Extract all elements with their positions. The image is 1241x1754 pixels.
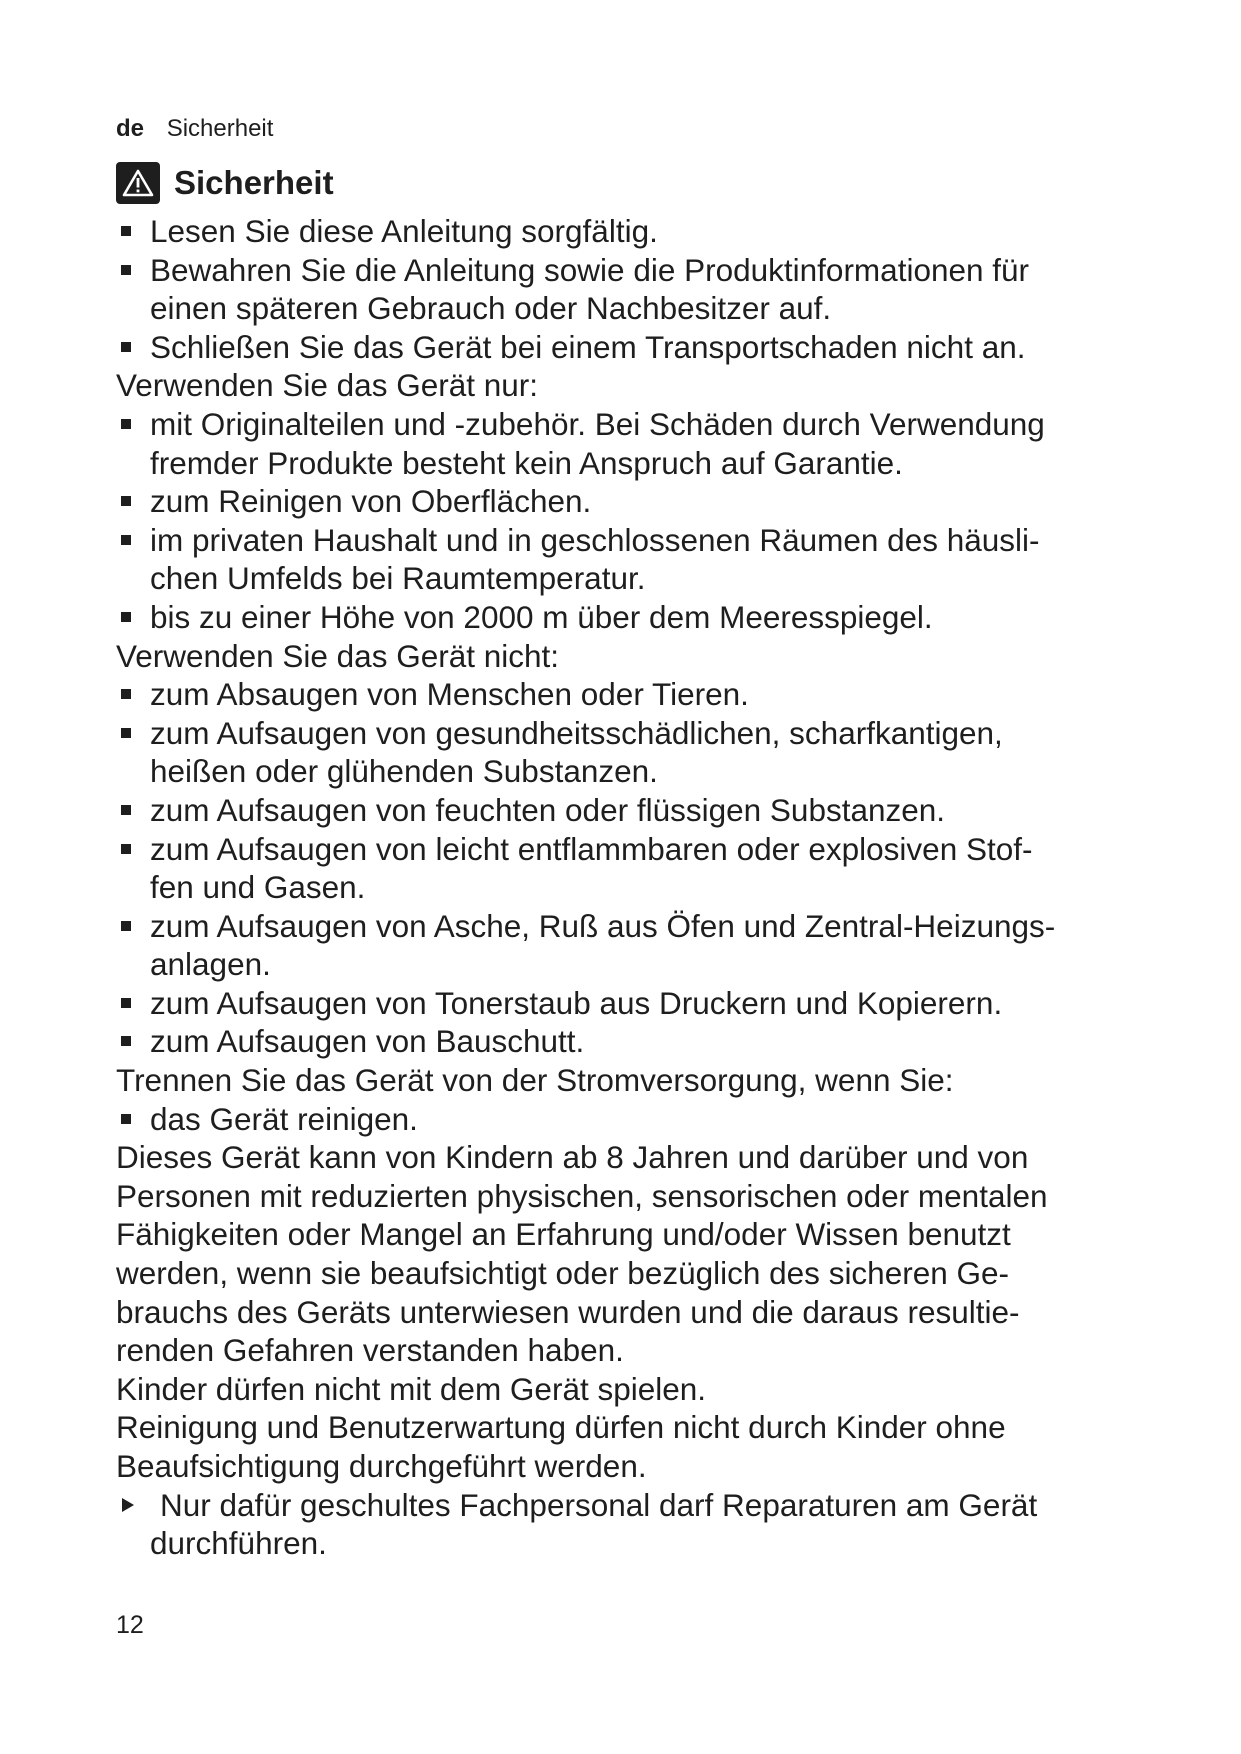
square-bullet-icon [121,844,131,854]
bullet-item [116,328,1166,367]
square-bullet-icon [121,728,131,738]
bullet-item [116,521,1166,598]
running-header [116,114,273,144]
paragraph [116,1408,1166,1485]
text-line: heißen oder glühenden Substanzen. [150,753,658,790]
square-bullet-icon [121,689,131,699]
text-line: Kinder dürfen nicht mit dem Gerät spielen. [116,1370,707,1407]
bullet-item [116,405,1166,482]
safety-content [116,212,1166,1563]
text-line: durchführen. [150,1525,327,1562]
paragraph [116,1370,1166,1409]
text-line: Lesen Sie diese Anleitung sorgfältig. [150,213,658,249]
text-line: Dieses Gerät kann von Kindern ab 8 Jahren und darüber und von [116,1139,1029,1176]
bullet-item [116,598,1166,637]
text-line: chen Umfelds bei Raumtemperatur. [150,560,646,597]
bullet-item [116,907,1166,984]
paragraph [116,366,1166,405]
square-bullet-icon [121,612,131,622]
text-line: zum Absaugen von Menschen oder Tieren. [150,676,749,713]
bullet-item [116,1100,1166,1139]
text-line: renden Gefahren verstanden haben. [116,1332,624,1369]
square-bullet-icon [121,921,131,931]
square-bullet-icon [121,1114,131,1124]
square-bullet-icon [121,226,131,236]
bullet-item [116,251,1166,328]
square-bullet-icon [121,342,131,352]
language-code: de [116,115,145,142]
text-line: Personen mit reduzierten physischen, sensorischen oder mentalen [116,1177,1048,1214]
text-line: das Gerät reinigen. [150,1100,418,1137]
text-line: Bewahren Sie die Anleitung sowie die Produktinformationen für [150,251,1030,288]
text-line: Beaufsichtigung durchgeführt werden. [116,1448,647,1484]
text-line: Verwenden Sie das Gerät nur: [116,367,539,404]
text-line: zum Aufsaugen von Tonerstaub aus Druckern und Kopierern. [150,984,1003,1021]
text-line: Verwenden Sie das Gerät nicht: [116,637,560,674]
bullet-item [116,984,1166,1023]
paragraph [116,1061,1166,1100]
text-line: zum Aufsaugen von leicht entflammbaren oder explosiven Stof- [150,830,1033,867]
text-line: Trennen Sie das Gerät von der Stromversorgung, wenn Sie: [116,1062,954,1099]
square-bullet-icon [121,419,131,429]
instruction-step [116,1486,1166,1563]
text-line: brauchs des Geräts unterwiesen wurden und die daraus resultie- [116,1293,1020,1330]
bullet-item [116,714,1166,791]
square-bullet-icon [121,496,131,506]
text-line: mit Originalteilen und -zubehör. Bei Schäden durch Verwendung [150,405,1045,442]
text-line: Nur dafür geschultes Fachpersonal darf Reparaturen am Gerät [160,1486,1038,1523]
bullet-item [116,791,1166,830]
text-line: im privaten Haushalt und in geschlossenen Räumen des häusli- [150,521,1040,558]
bullet-item [116,482,1166,521]
square-bullet-icon [121,805,131,815]
square-bullet-icon [121,998,131,1008]
text-line: zum Aufsaugen von Bauschutt. [150,1023,585,1060]
text-line: werden, wenn sie beaufsichtigt oder bezüglich des sicheren Ge- [116,1255,1010,1292]
page-number: 12 [116,1611,144,1639]
bullet-item [116,830,1166,907]
text-line: fen und Gasen. [150,869,366,906]
paragraph [116,637,1166,676]
text-line: bis zu einer Höhe von 2000 m über dem Meeresspiegel. [150,598,933,635]
text-line: anlagen. [150,946,271,983]
text-line: zum Aufsaugen von gesundheitsschädlichen, scharfkantigen, [150,714,1003,751]
text-line: zum Reinigen von Oberflächen. [150,483,592,520]
text-line: Fähigkeiten oder Mangel an Erfahrung und/oder Wissen benutzt [116,1216,1011,1253]
header-section-title: Sicherheit [166,115,274,142]
text-line: einen späteren Gebrauch oder Nachbesitzer auf. [150,290,832,327]
text-line: zum Aufsaugen von Asche, Ruß aus Öfen und Zentral-Heizungs- [150,907,1056,944]
bullet-item [116,1022,1166,1061]
section-title: Sicherheit [174,164,334,201]
square-bullet-icon [121,535,131,545]
bullet-item [116,212,1166,251]
section-heading [116,162,334,204]
text-line: zum Aufsaugen von feuchten oder flüssigen Substanzen. [150,791,946,828]
square-bullet-icon [121,265,131,275]
warning-triangle-icon [116,162,160,204]
text-line: fremder Produkte besteht kein Anspruch auf Garantie. [150,444,903,481]
text-line: Schließen Sie das Gerät bei einem Transportschaden nicht an. [150,328,1026,365]
bullet-item [116,675,1166,714]
square-bullet-icon [121,1036,131,1046]
text-line: Reinigung und Benutzerwartung dürfen nicht durch Kinder ohne [116,1409,1006,1446]
arrow-bullet-icon [122,1498,134,1512]
paragraph [116,1138,1166,1370]
